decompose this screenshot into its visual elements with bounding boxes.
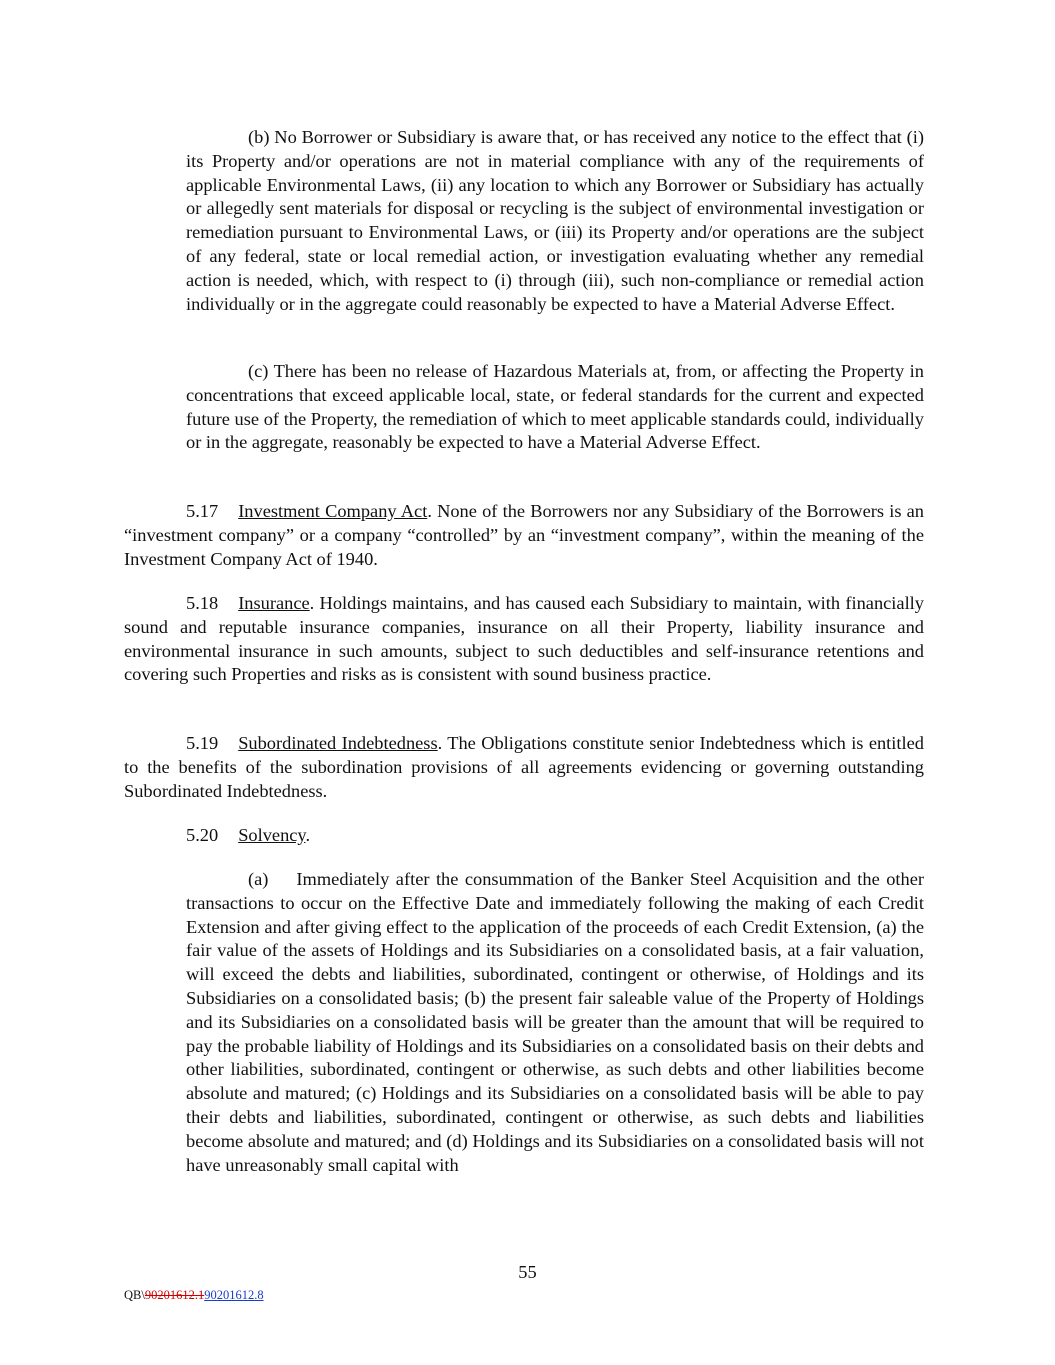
section-text: .	[305, 825, 311, 845]
section-text: . Holdings maintains, and has caused each Subsidiary to maintain, with financially sound and reputable insurance companies, insurance on all their Property, liability insurance and environmental insurance in such amounts, subject to such deductibles and self-insurance retentions and covering such Properties and risks as is consistent with sound business practice.	[124, 593, 924, 685]
section-5-20	[124, 824, 924, 848]
section-number: 5.17	[186, 501, 219, 521]
paragraph-c	[186, 360, 924, 455]
section-heading: Solvency	[238, 825, 306, 845]
paragraph-b	[186, 126, 924, 316]
paragraph-5-20-a-text: Immediately after the consummation of the Banker Steel Acquisition and the other transactions to occur on the Effective Date and immediately following the making of each Credit Extension and after giving effect to the application of the proceeds of each Credit Extension, (a) the fair value of the assets of Holdings and its Subsidiaries on a consolidated basis, at a fair valuation, will exceed the debts and liabilities, subordinated, contingent or otherwise, of Holdings and its Subsidiaries on a consolidated basis; (b) the present fair saleable value of the Property of Holdings and its Subsidiaries on a consolidated basis will be greater than the amount that will be required to pay the probable liability of Holdings and its Subsidiaries on a consolidated basis on their debts and other liabilities, subordinated, contingent or otherwise, as such debts and other liabilities become absolute and matured; (c) Holdings and its Subsidiaries on a consolidated basis will be able to pay their debts and liabilities, subordinated, contingent or otherwise, as such debts and liabilities become absolute and matured; and (d) Holdings and its Subsidiaries on a consolidated basis will not have unreasonably small capital with	[186, 869, 924, 1175]
paragraph-5-20-a	[186, 868, 924, 1177]
section-text: . The Obligations constitute senior Indebtedness which is entitled to the benefits of the subordination provisions of all agreements evidencing or governing outstanding Subordinated Indebtedness.	[124, 733, 924, 801]
section-5-18	[124, 592, 924, 687]
footer-inserted-id: 90201612.8	[204, 1288, 264, 1302]
footer-deleted-id: 90201612.1	[144, 1288, 205, 1302]
section-heading: Subordinated Indebtedness	[238, 733, 438, 753]
document-footer	[124, 1287, 264, 1303]
section-heading: Insurance	[238, 593, 310, 613]
section-text: . None of the Borrowers nor any Subsidiary of the Borrowers is an “investment company” or a company “controlled” by an “investment company”, within the meaning of the Investment Company Act of 1940.	[124, 501, 924, 569]
paragraph-label: (a)	[248, 869, 269, 889]
section-5-19	[124, 732, 924, 803]
footer-prefix: QB\	[124, 1288, 145, 1302]
section-number: 5.18	[186, 593, 219, 613]
section-5-17	[124, 500, 924, 571]
paragraph-c-text: (c) There has been no release of Hazardous Materials at, from, or affecting the Property in concentrations that exceed applicable local, state, or federal standards for the current and expected future use of the Property, the remediation of which to meet applicable standards could, individually or in the aggregate, reasonably be expected to have a Material Adverse Effect.	[186, 361, 924, 453]
section-heading: Investment Company Act	[238, 501, 428, 521]
page-number: 55	[518, 1262, 537, 1282]
paragraph-b-text: (b) No Borrower or Subsidiary is aware that, or has received any notice to the effect that (i) its Property and/or operations are not in material compliance with any of the requirements of applicable Environmental Laws, (ii) any location to which any Borrower or Subsidiary has actually or allegedly sent materials for disposal or recycling is the subject of environmental investigation or remediation pursuant to Environmental Laws, or (iii) its Property and/or operations are the subject of any federal, state or local remedial action, or investigation evaluating whether any remedial action is needed, which, with respect to (i) through (iii), such non-compliance or remedial action individually or in the aggregate could reasonably be expected to have a Material Adverse Effect.	[186, 127, 924, 314]
section-number: 5.19	[186, 733, 219, 753]
section-number: 5.20	[186, 825, 219, 845]
